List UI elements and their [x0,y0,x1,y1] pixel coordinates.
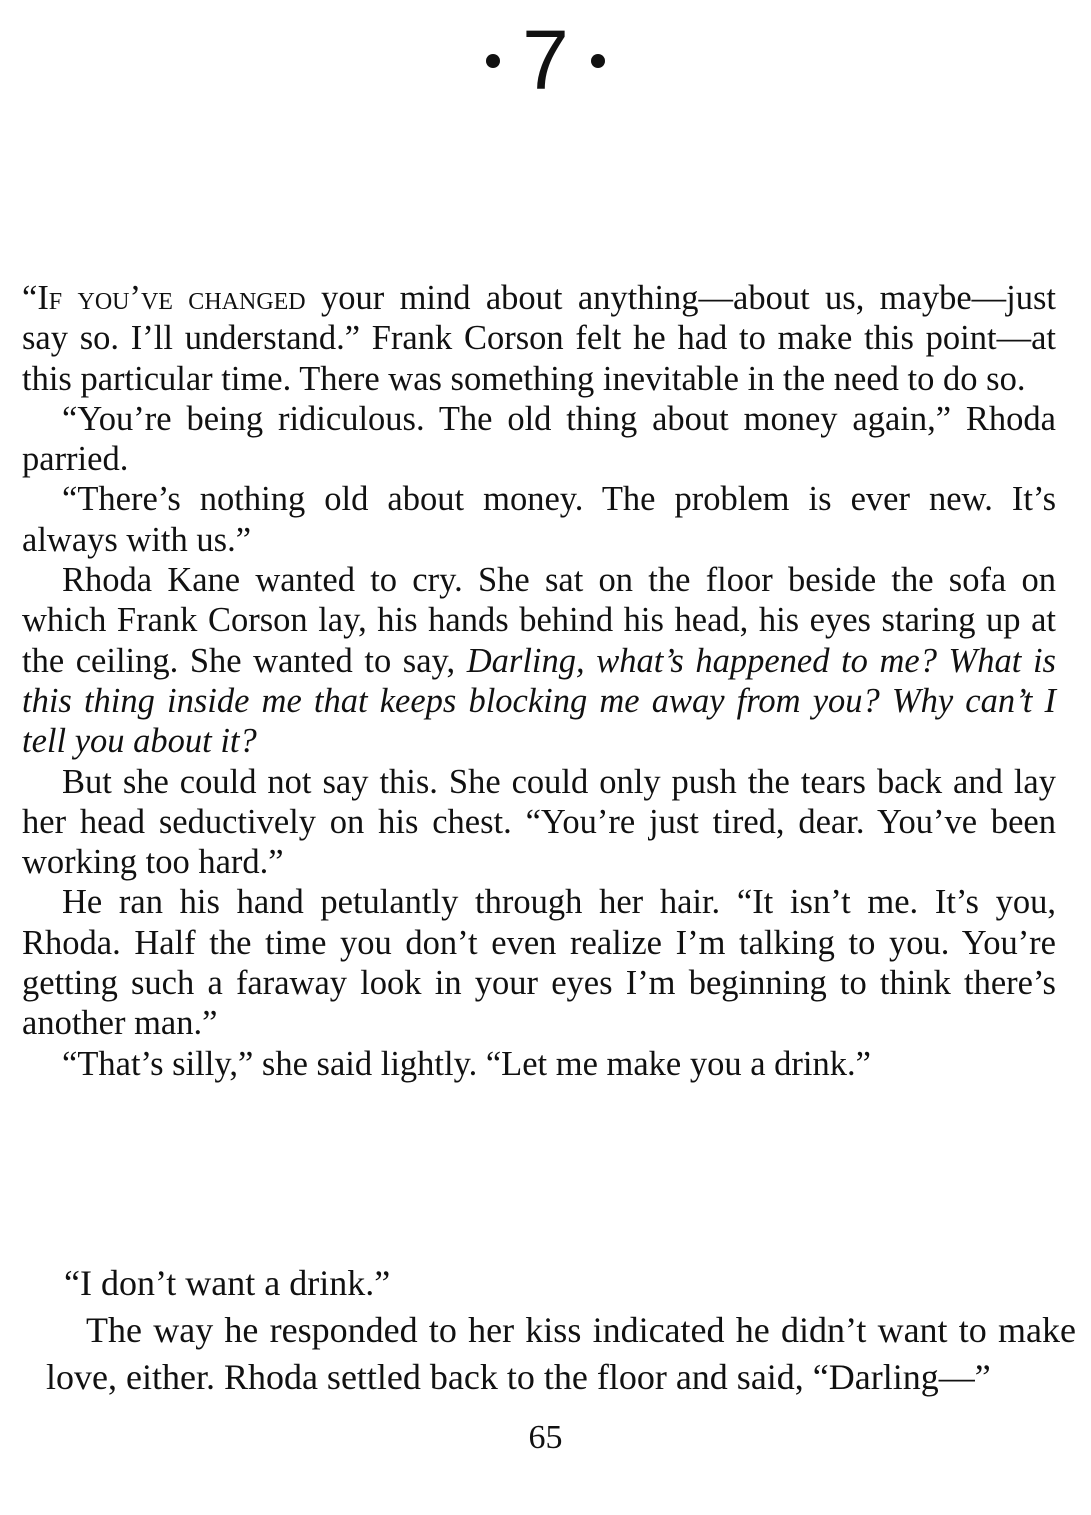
paragraph-1-lead: “If you’ve changed [22,279,306,317]
chapter-heading [0,10,1091,110]
paragraph-1-text: your mind about anything—about us, maybe—just say so. I’ll understand.” Frank Corson felt he had to make this point—at this particular time. There was something inevitable in the need to do so. [22,279,1056,398]
paragraph-7: “That’s silly,” she said lightly. “Let me make you a drink.” [62,1044,871,1083]
paragraph-1 [22,278,1056,399]
paragraph-4 [22,560,1056,761]
closing-lines [46,1260,1076,1401]
paragraph-8: “I don’t want a drink.” [64,1263,391,1303]
paragraph-3: “There’s nothing old about money. The problem is ever new. It’s always with us.” [22,480,1056,559]
paragraph-4-italic: Darling, what’s happened to me? What is this thing inside me that keeps blocking me away from you? Why can’t I tell you about it? [22,641,1056,761]
bullet-left-icon [486,54,500,68]
body-text [22,278,1056,1084]
paragraph-4-text: Rhoda Kane wanted to cry. She sat on the floor beside the sofa on which Frank Corson lay, his hands behind his head, his eyes staring up at the ceiling. She wanted to say, [22,561,1056,680]
paragraph-6: He ran his hand petulantly through her hair. “It isn’t me. It’s you, Rhoda. Half the time you don’t even realize I’m talking to you. You’re getting such a faraway look in your eyes I’m beginning to think there’s another man.” [22,883,1056,1043]
paragraph-2: “You’re being ridiculous. The old thing about money again,” Rhoda parried. [22,399,1056,479]
paragraph-5: But she could not say this. She could only push the tears back and lay her head seductively on his chest. “You’re just tired, dear. You’ve been working too hard.” [22,762,1056,882]
page-number: 65 [528,1419,563,1456]
bullet-right-icon [591,54,605,68]
chapter-number: 7 [522,13,569,107]
paragraph-9: The way he responded to her kiss indicated he didn’t want to make love, either. Rhoda settled back to the floor and said, “Darling—” [46,1310,1076,1397]
